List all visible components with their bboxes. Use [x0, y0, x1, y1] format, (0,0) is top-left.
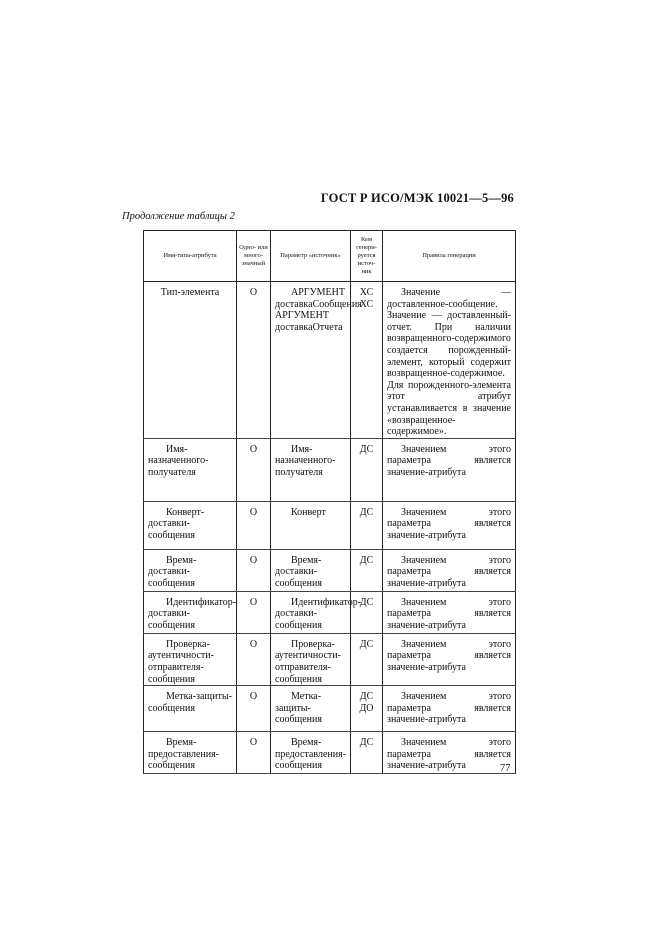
- table-header-row: [144, 231, 516, 282]
- cell-source: АРГУМЕНТ доставкаСообщения АРГУМЕНТ доставкаОтчета: [271, 282, 351, 439]
- cell-source: Время-доставки-сообщения: [271, 549, 351, 591]
- cell-name: Идентификатор-доставки-сообщения: [144, 591, 237, 633]
- cell-rule: Значением этого параметра является значение-атрибута: [383, 633, 516, 685]
- column-header: Кем генери- руется источ- ник: [351, 231, 383, 282]
- standard-title: ГОСТ Р ИСО/МЭК 10021—5—96: [320, 191, 514, 205]
- cell-valued: О: [237, 438, 271, 501]
- table-row: [144, 438, 516, 501]
- cell-valued: О: [237, 591, 271, 633]
- cell-by: ДС: [351, 501, 383, 549]
- cell-name: Конверт-доставки-сообщения: [144, 501, 237, 549]
- cell-rule: Значение — доставленное-сообщение. Значение — доставленный-отчет. При наличии возвращенного-содержимого создается порожденный-элемент, который содержит возвращенное-содержимое. Для порожденного-элемента этот атрибут устанавливается в значение «возвращенное-содержимое».: [383, 282, 516, 439]
- column-header: Одно- или много- значный: [237, 231, 271, 282]
- table-row: [144, 686, 516, 732]
- column-header: Имя-типа-атрибута: [144, 231, 237, 282]
- table-continuation-label: Продолжение таблицы 2: [122, 211, 235, 222]
- cell-valued: О: [237, 732, 271, 774]
- cell-valued: О: [237, 501, 271, 549]
- cell-source: Метка-защиты-сообщения: [271, 686, 351, 732]
- cell-by: ДС: [351, 732, 383, 774]
- cell-by: ДС: [351, 549, 383, 591]
- cell-source: Время-предоставления-сообщения: [271, 732, 351, 774]
- table-row: [144, 549, 516, 591]
- cell-name: Имя-назначенного-получателя: [144, 438, 237, 501]
- cell-rule: Значением этого параметра является значение-атрибута: [383, 591, 516, 633]
- cell-source: Проверка-аутентичности-отправителя-сообщения: [271, 633, 351, 685]
- cell-valued: О: [237, 633, 271, 685]
- cell-by: ДС ДО: [351, 686, 383, 732]
- cell-name: Метка-защиты-сообщения: [144, 686, 237, 732]
- cell-name: Время-предоставления-сообщения: [144, 732, 237, 774]
- table-row: [144, 501, 516, 549]
- table-row: [144, 732, 516, 774]
- page-number: 77: [500, 763, 511, 774]
- cell-source: Конверт: [271, 501, 351, 549]
- cell-rule: Значением этого параметра является значение-атрибута: [383, 686, 516, 732]
- cell-rule: Значением этого параметра является значение-атрибута: [383, 732, 516, 774]
- cell-rule: Значением этого параметра является значение-атрибута: [383, 438, 516, 501]
- cell-by: ДС: [351, 438, 383, 501]
- column-header: Правила генерации: [383, 231, 516, 282]
- cell-source: Идентификатор-доставки-сообщения: [271, 591, 351, 633]
- table-row: [144, 633, 516, 685]
- cell-by: ДС: [351, 591, 383, 633]
- cell-by: ХС ХС: [351, 282, 383, 439]
- cell-rule: Значением этого параметра является значение-атрибута: [383, 501, 516, 549]
- column-header: Параметр «источник»: [271, 231, 351, 282]
- cell-name: Проверка-аутентичности-отправителя-сообщения: [144, 633, 237, 685]
- cell-name: Время-доставки-сообщения: [144, 549, 237, 591]
- table-row: [144, 591, 516, 633]
- cell-source: Имя-назначенного-получателя: [271, 438, 351, 501]
- cell-valued: О: [237, 282, 271, 439]
- attribute-table: [143, 230, 516, 774]
- cell-name: Тип-элемента: [144, 282, 237, 439]
- cell-valued: О: [237, 549, 271, 591]
- cell-by: ДС: [351, 633, 383, 685]
- table-row: [144, 282, 516, 439]
- cell-valued: О: [237, 686, 271, 732]
- cell-rule: Значением этого параметра является значение-атрибута: [383, 549, 516, 591]
